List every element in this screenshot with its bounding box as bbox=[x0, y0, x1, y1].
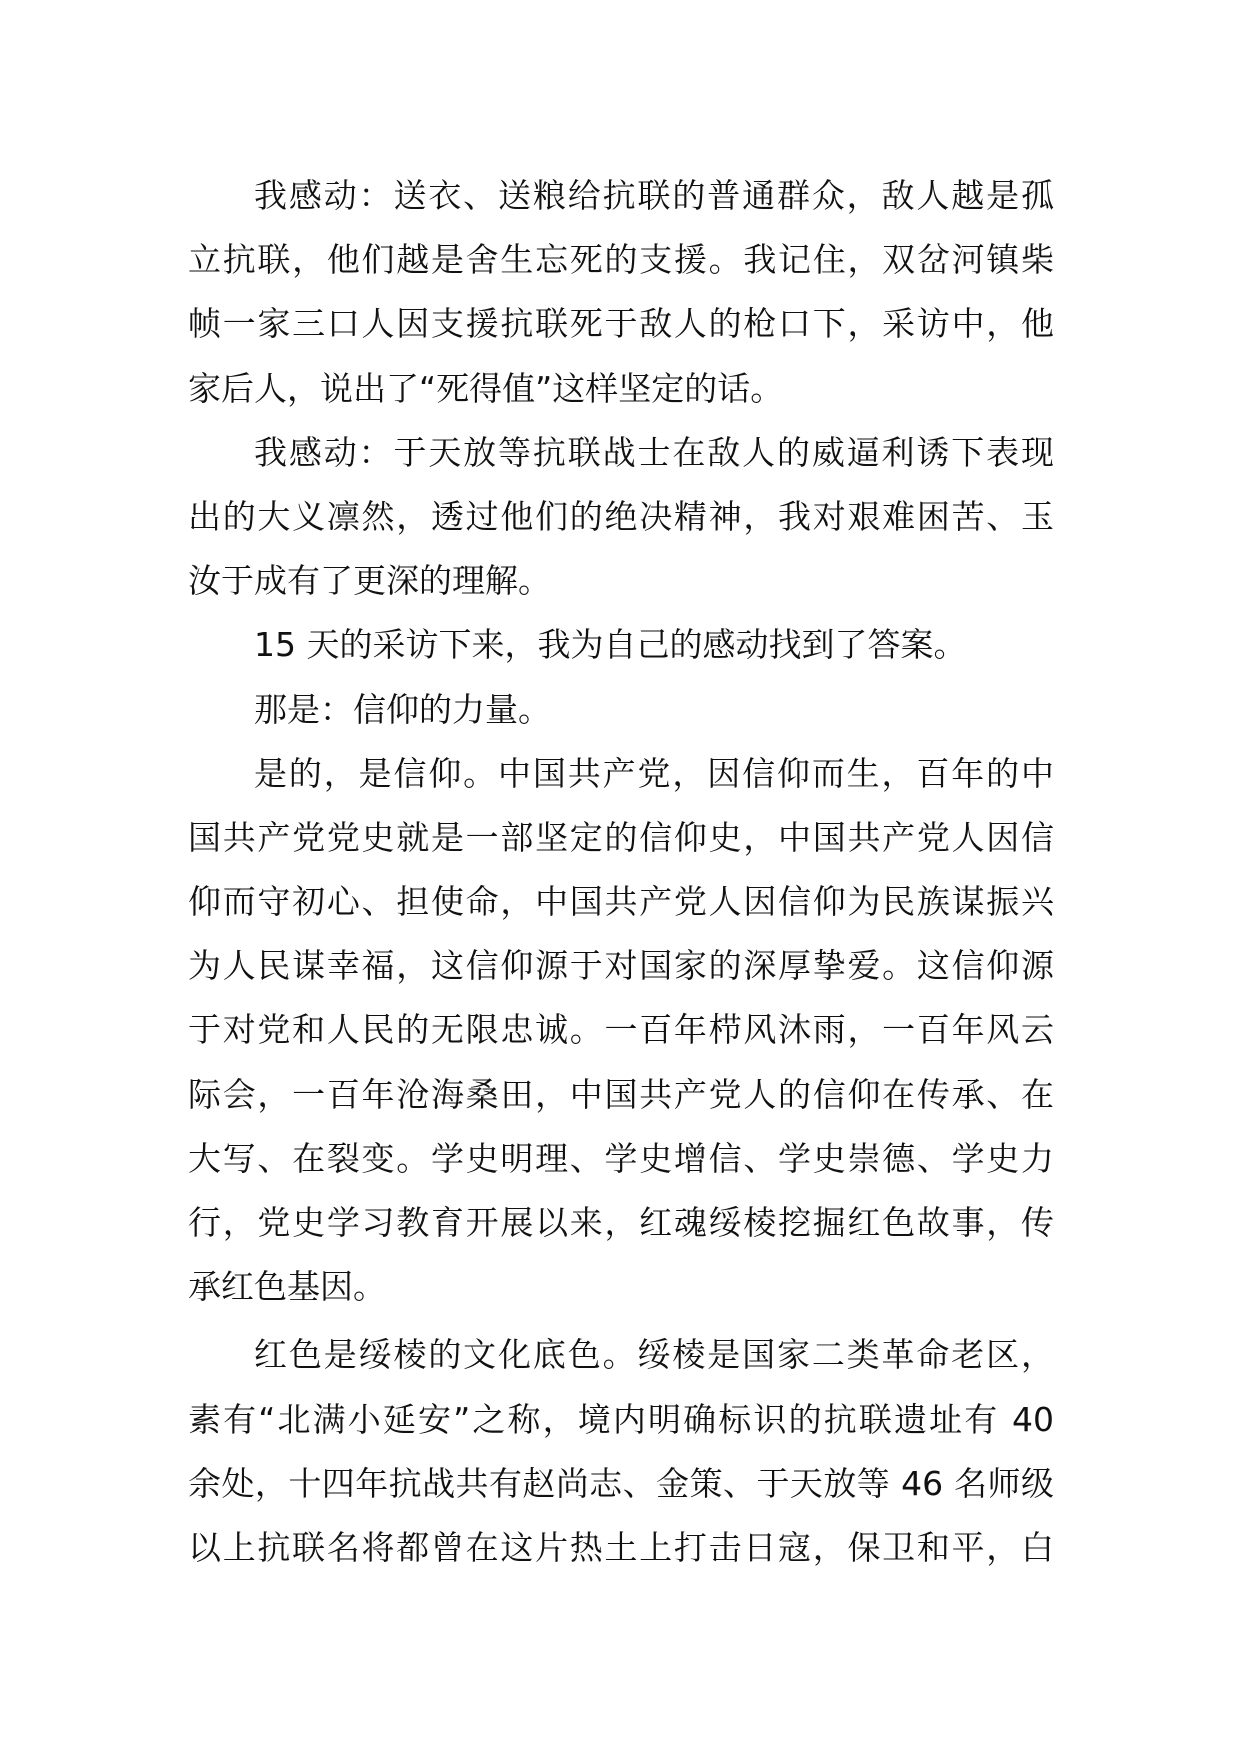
text-line: 素有“北满小延安”之称，境内明确标识的抗联遗址有 40 bbox=[188, 1399, 1054, 1439]
text-line: 立抗联，他们越是舍生忘死的支援。我记住，双岔河镇柴 bbox=[188, 240, 1054, 280]
text-line: 那是：信仰的力量。 bbox=[254, 689, 551, 729]
document-page bbox=[188, 164, 1054, 1580]
text-line: 家后人，说出了“死得值”这样坚定的话。 bbox=[188, 368, 784, 408]
text-line: 以上抗联名将都曾在这片热土上打击日寇，保卫和平，白 bbox=[188, 1527, 1054, 1567]
text-line: 15 天的采访下来，我为自己的感动找到了答案。 bbox=[254, 625, 967, 665]
text-line: 仰而守初心、担使命，中国共产党人因信仰为民族谋振兴 bbox=[188, 882, 1054, 922]
paragraph bbox=[188, 742, 1054, 1320]
text-line: 承红色基因。 bbox=[188, 1267, 386, 1307]
text-line: 汝于成有了更深的理解。 bbox=[188, 561, 551, 601]
text-line: 帧一家三口人因支援抗联死于敌人的枪口下，采访中，他 bbox=[188, 304, 1054, 344]
text-line: 出的大义凛然，透过他们的绝决精神，我对艰难困苦、玉 bbox=[188, 496, 1054, 536]
paragraph bbox=[188, 421, 1054, 614]
text-line: 余处，十四年抗战共有赵尚志、金策、于天放等 46 名师级 bbox=[188, 1463, 1054, 1503]
text-line: 是的，是信仰。中国共产党，因信仰而生，百年的中 bbox=[254, 753, 1054, 793]
text-line: 红色是绥棱的文化底色。绥棱是国家二类革命老区， bbox=[254, 1335, 1054, 1375]
paragraph bbox=[188, 678, 1054, 742]
text-line: 国共产党党史就是一部坚定的信仰史，中国共产党人因信 bbox=[188, 817, 1054, 857]
text-line: 我感动：送衣、送粮给抗联的普通群众，敌人越是孤 bbox=[254, 176, 1054, 215]
paragraph bbox=[188, 164, 1054, 421]
paragraph bbox=[188, 1323, 1054, 1580]
text-line: 际会，一百年沧海桑田，中国共产党人的信仰在传承、在 bbox=[188, 1074, 1054, 1114]
text-line: 我感动：于天放等抗联战士在敌人的威逼利诱下表现 bbox=[254, 432, 1054, 472]
text-line: 为人民谋幸福，这信仰源于对国家的深厚挚爱。这信仰源 bbox=[188, 946, 1054, 986]
text-line: 大写、在裂变。学史明理、学史增信、学史崇德、学史力 bbox=[188, 1138, 1054, 1178]
text-line: 于对党和人民的无限忠诚。一百年栉风沐雨，一百年风云 bbox=[188, 1010, 1054, 1050]
text-line: 行，党史学习教育开展以来，红魂绥棱挖掘红色故事，传 bbox=[188, 1203, 1054, 1242]
paragraph bbox=[188, 613, 1054, 677]
